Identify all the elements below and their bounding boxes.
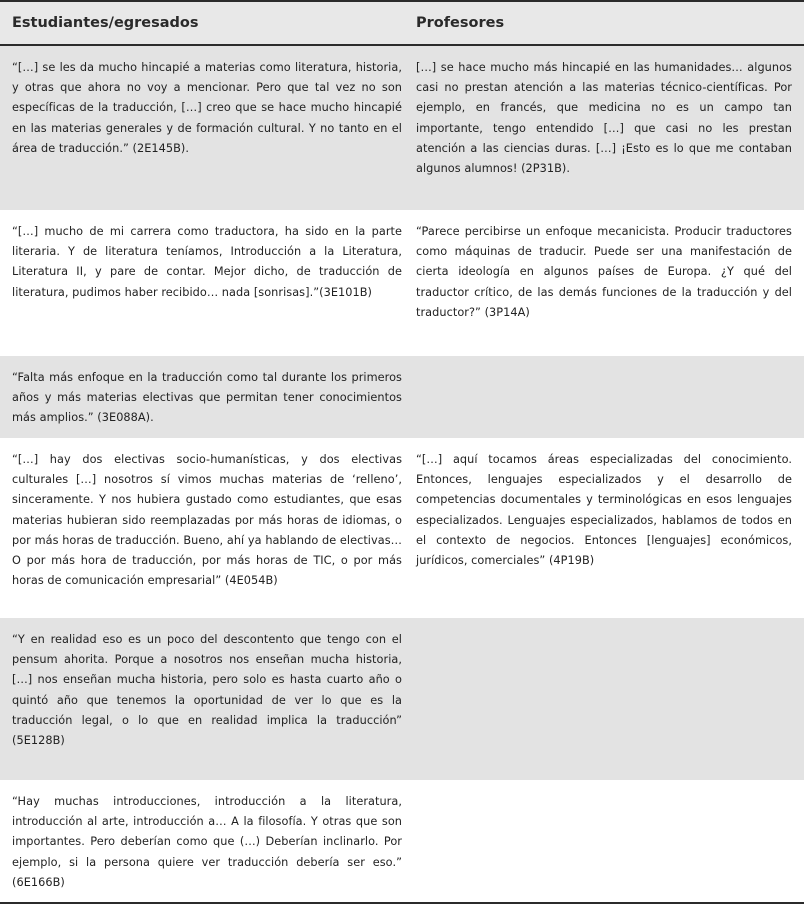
professor-quote [412, 780, 804, 902]
student-quote: “Y en realidad eso es un poco del descontento que tengo con el pensum ahorita. Porque a nosotros nos enseñan mucha historia, […] nos enseñan mucha historia, pero solo es hasta cuarto año o quintó año que tenemos la oportunidad de ver lo que es la traducción legal, o lo que en realidad implica la traducción” (5E128B) [12, 633, 402, 748]
professor-quote: “[…] aquí tocamos áreas especializadas del conocimiento. Entonces, lenguajes especializados y el desarrollo de competencias documentales y terminológicas en esos lenguajes especializados. Lenguajes especializados, hablamos de todos en el contexto de negocios. Entonces [lenguajes] económicos, jurídicos, comerciales” (4P19B) [416, 453, 792, 568]
header-students: Estudiantes/egresados [12, 15, 199, 31]
student-quote: “Hay muchas introducciones, introducción a la literatura, introducción al arte, introducción a… A la filosofía. Y otras que son importantes. Pero deberían como que (…) Deberían inclinarlo. Por ejemplo, si la persona quiere ver traducción debería ser eso.” (6E166B) [12, 795, 402, 889]
header-professors: Profesores [416, 15, 505, 31]
professor-quote: “Parece percibirse un enfoque mecanicista. Producir traductores como máquinas de traducir. Puede ser una manifestación de cierta ideología en algunos países de Europa. ¿Y qué del traductor crítico, de las demás funciones de la traducción y del traductor?” (3P14A) [416, 225, 792, 319]
student-quote: “[…] hay dos electivas socio-humanísticas, y dos electivas culturales […] nosotros sí vimos muchas materias de ‘relleno’, sinceramente. Y nos hubiera gustado como estudiantes, que esas materias hubieran sido reemplazadas por más horas de idiomas, o por más horas de traducción. Bueno, ahí ya hablando de electivas… O por más hora de traducción, por más horas de TIC, o por más horas de comunicación empresarial” (4E054B) [12, 453, 402, 588]
table-row [0, 618, 804, 780]
table-row [0, 46, 804, 210]
table-row [0, 356, 804, 438]
table-row [0, 210, 804, 356]
student-quote: “[…] mucho de mi carrera como traductora, ha sido en la parte literaria. Y de literatura teníamos, Introducción a la Literatura, Literatura II, y pare de contar. Mejor dicho, de traducción de literatura, pudimos haber recibido… nada [sonrisas].”(3E101B) [12, 225, 402, 299]
professor-quote [412, 356, 804, 438]
table-header-row [0, 2, 804, 46]
table-row [0, 438, 804, 618]
student-quote: “[…] se les da mucho hincapié a materias como literatura, historia, y otras que ahora no voy a mencionar. Pero que tal vez no son específicas de la traducción, […] creo que se hace mucho hincapié en las materias generales y de formación cultural. Y no tanto en el área de traducción.” (2E145B). [12, 61, 402, 155]
table-row [0, 780, 804, 902]
professor-quote [412, 618, 804, 780]
student-quote: “Falta más enfoque en la traducción como tal durante los primeros años y más materias electivas que permitan tener conocimientos más amplios.” (3E088A). [12, 371, 402, 425]
professor-quote: […] se hace mucho más hincapié en las humanidades… algunos casi no prestan atención a las materias técnico-científicas. Por ejemplo, en francés, que medicina no es un campo tan importante, tengo entendido […] que casi no les prestan atención a las ciencias duras. […] ¡Esto es lo que me contaban algunos alumnos! (2P31B). [416, 61, 792, 176]
